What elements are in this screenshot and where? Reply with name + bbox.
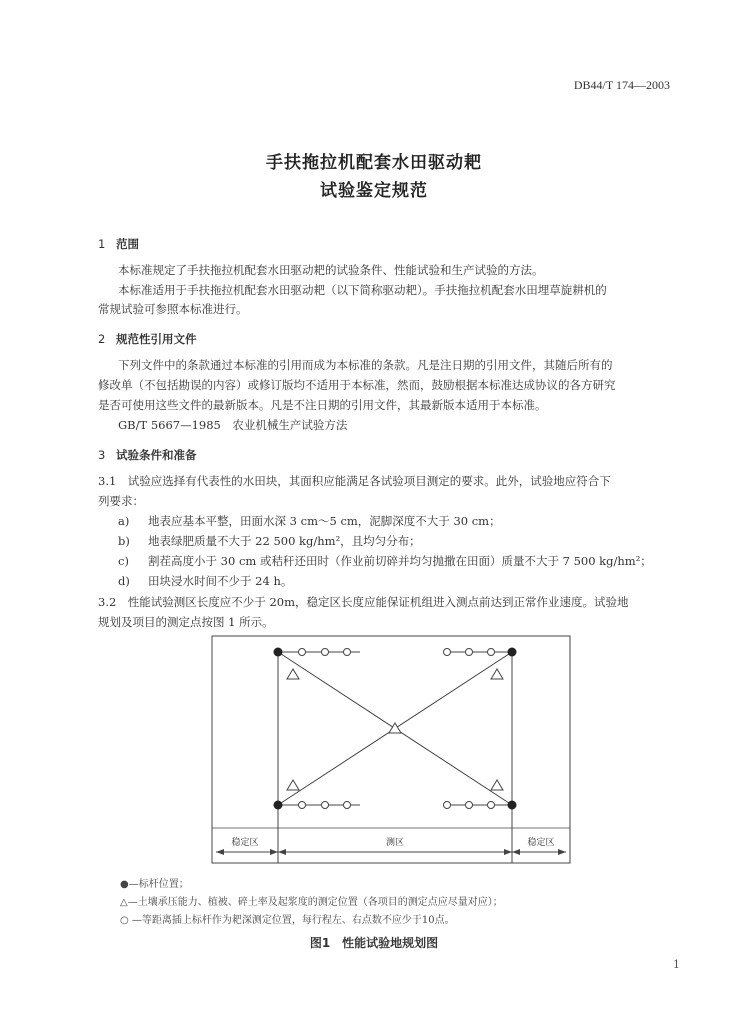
- list-item: d) 田块浸水时间不少于 24 h。: [118, 574, 293, 588]
- depth-point: [299, 649, 306, 656]
- depth-point: [444, 802, 451, 809]
- clause-3-1: 3.1 试验应选择有代表性的水田块，其面积应能满足各试验项目测定的要求。此外，试验地应符合下: [98, 474, 611, 488]
- depth-point: [322, 649, 329, 656]
- paragraph: 本标准适用于手扶拖拉机配套水田驱动耙（以下简称驱动耙）。手扶拖拉机配套水田埋草旋耕机的: [118, 283, 607, 297]
- depth-point: [488, 649, 495, 656]
- list-item: a) 地表应基本平整，田面水深 3 cm～5 cm，泥脚深度不大于 30 cm；: [118, 514, 501, 528]
- page-number: 1: [673, 958, 680, 971]
- document-code: DB44/T 174—2003: [573, 78, 670, 92]
- arrowhead: [278, 849, 286, 855]
- clause-3-1-cont: 列要求：: [98, 494, 144, 508]
- figure-caption: 图1 性能试验地规划图: [309, 936, 439, 950]
- pole-marker: [508, 801, 517, 810]
- soil-test-marker: [389, 723, 401, 733]
- arrowhead: [216, 849, 224, 855]
- zone-label-test: 测区: [385, 838, 405, 848]
- document-title-line1: 手扶拖拉机配套水田驱动耙: [266, 153, 482, 173]
- depth-point: [466, 649, 473, 656]
- paragraph: 下列文件中的条款通过本标准的引用而成为本标准的条款。凡是注日期的引用文件，其随后所有的: [118, 358, 613, 372]
- arrowhead: [270, 849, 278, 855]
- clause-3-2: 3.2 性能试验测区长度应不少于 20m，稳定区长度应能保证机组进入测点前达到正常作业速度。试验地: [98, 595, 629, 609]
- soil-test-marker: [287, 780, 299, 790]
- paragraph: 是否可使用这些文件的最新版本。凡是不注日期的引用文件，其最新版本适用于本标准。: [98, 398, 547, 412]
- zone-label-stable-right: 稳定区: [527, 838, 555, 848]
- clause-3-2-cont: 规划及项目的测定点按图 1 所示。: [98, 615, 274, 629]
- section-number: 1: [98, 237, 106, 251]
- section-number: 3: [98, 448, 106, 462]
- legend-pole: ●—标杆位置；: [120, 879, 189, 890]
- section-number: 2: [98, 332, 106, 346]
- soil-test-marker: [491, 780, 503, 790]
- soil-test-marker: [287, 669, 299, 679]
- arrowhead: [512, 849, 520, 855]
- pole-marker: [274, 801, 283, 810]
- depth-point: [466, 802, 473, 809]
- section-title: 规范性引用文件: [116, 332, 197, 346]
- document-title-line2: 试验鉴定规范: [320, 181, 428, 201]
- normative-reference: GB/T 5667—1985 农业机械生产试验方法: [118, 418, 348, 432]
- depth-point: [322, 802, 329, 809]
- depth-point: [299, 802, 306, 809]
- arrowhead: [558, 849, 566, 855]
- list-item: b) 地表绿肥质量不大于 22 500 kg/hm²，且均匀分布；: [118, 534, 421, 548]
- paragraph: 本标准规定了手扶拖拉机配套水田驱动耙的试验条件、性能试验和生产试验的方法。: [118, 263, 544, 277]
- paragraph: 修改单（不包括勘误的内容）或修订版均不适用于本标准，然而，鼓励根据本标准达成协议的各方研究: [98, 378, 616, 392]
- legend-triangle: △—土壤承压能力、植被、碎土率及起浆度的测定位置（各项目的测定点应尽量对应）；: [120, 897, 503, 908]
- paragraph: 常规试验可参照本标准进行。: [98, 302, 248, 316]
- pole-marker: [508, 648, 517, 657]
- list-item: c) 割茬高度小于 30 cm 或秸秆还田时（作业前切碎并均匀抛撒在田面）质量不大于 7 500 kg/hm²；: [118, 554, 652, 568]
- legend-circle: ○ —等距离插上标杆作为耙深测定位置，每行程左、右点数不应少于10点。: [120, 915, 455, 926]
- soil-test-marker: [491, 669, 503, 679]
- section-title: 试验条件和准备: [116, 448, 197, 462]
- depth-point: [488, 802, 495, 809]
- zone-label-stable-left: 稳定区: [231, 838, 259, 848]
- depth-point: [344, 649, 351, 656]
- figure-frame: [212, 636, 570, 863]
- depth-point: [344, 802, 351, 809]
- depth-point: [444, 649, 451, 656]
- arrowhead: [504, 849, 512, 855]
- pole-marker: [274, 648, 283, 657]
- section-title: 范围: [116, 237, 139, 251]
